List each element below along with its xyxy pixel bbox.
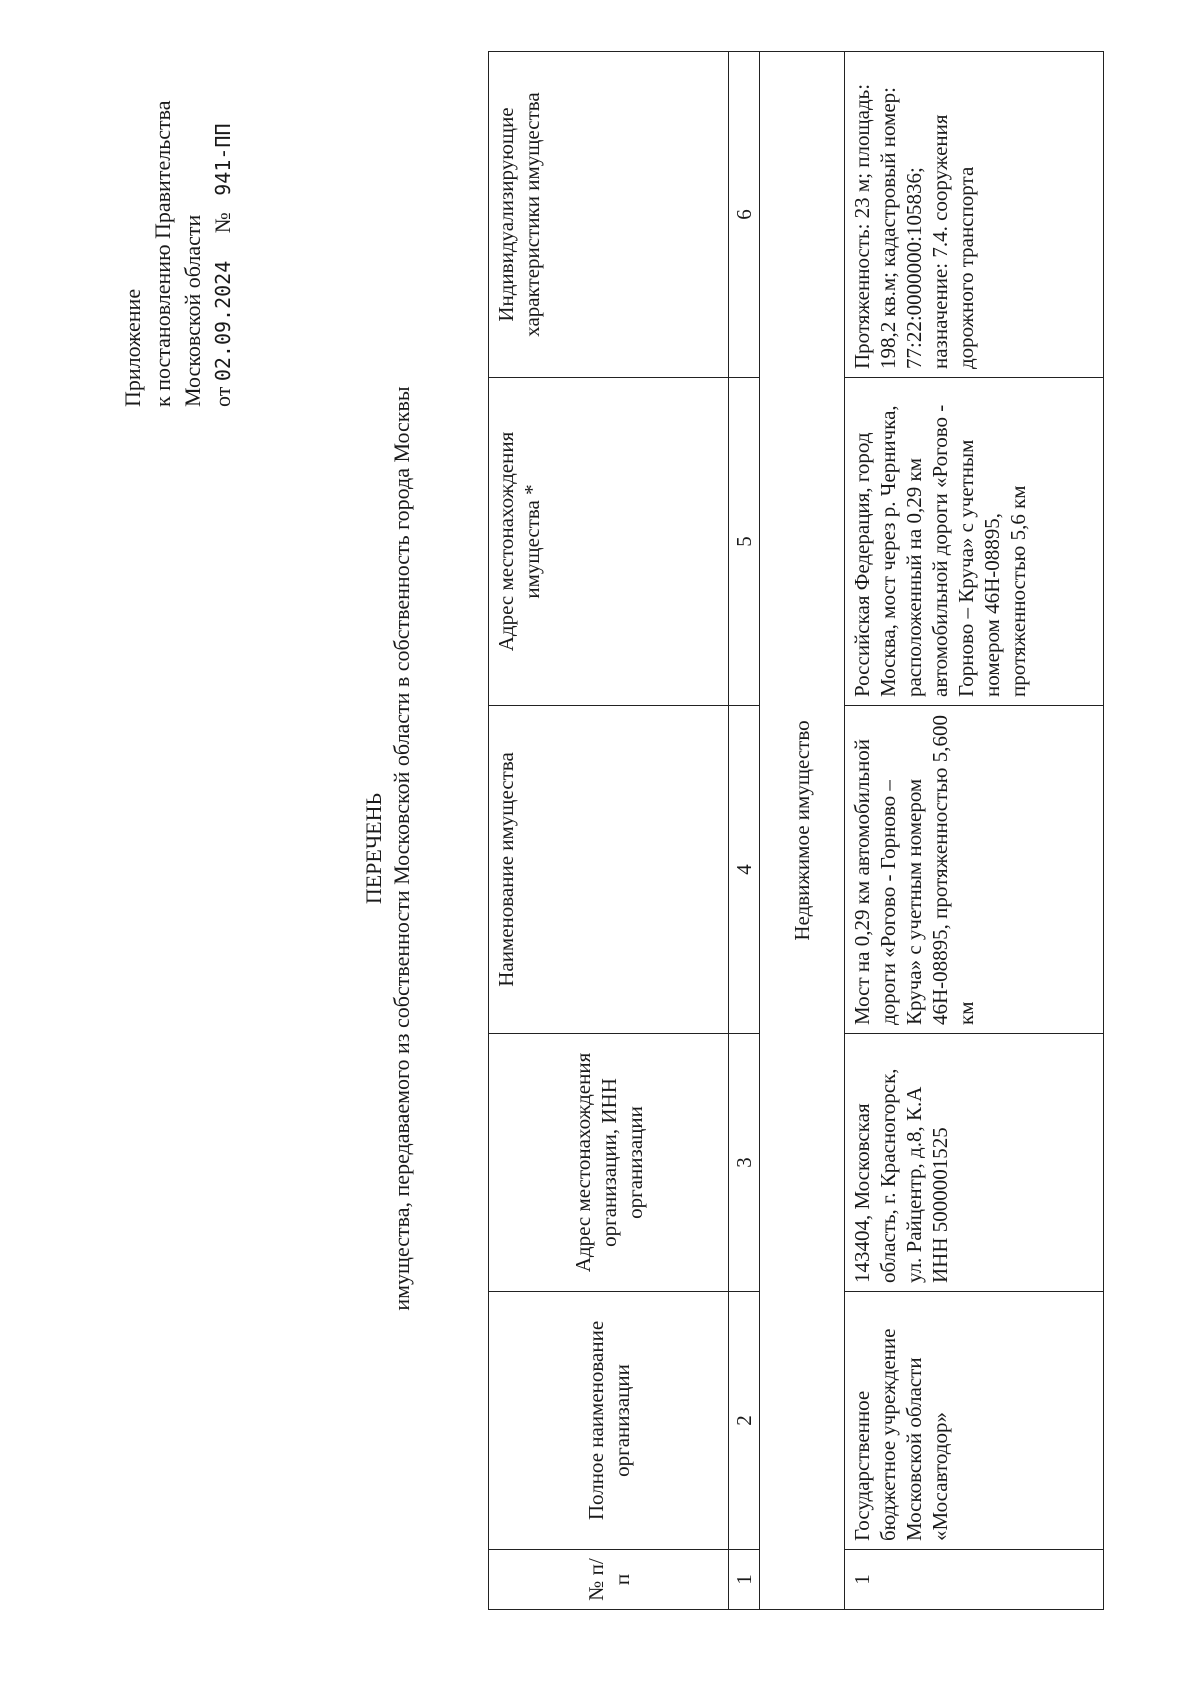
table-row	[845, 52, 1104, 1610]
title-heading: ПЕРЕЧЕНЬ	[361, 792, 386, 905]
row-org-name: Государственное бюджетное учреждение Московской области «Мосавтодор»	[845, 1292, 1104, 1550]
section-row	[760, 52, 845, 1610]
header-property-address: Адрес местонахождения имущества *	[489, 378, 729, 706]
document-number: 941-ПП	[211, 123, 235, 196]
column-number-row	[729, 52, 760, 1610]
appendix-line-1: Приложение	[120, 288, 145, 407]
row-org-address: 143404, Московская область, г. Красногорск, ул. Райцентр, д.8, К.А ИНН 5000001525	[845, 1034, 1104, 1292]
appendix-line-2: к постановлению Правительства	[150, 100, 175, 407]
column-number: 6	[729, 52, 760, 378]
column-number: 4	[729, 706, 760, 1034]
column-number: 5	[729, 378, 760, 706]
appendix-block	[118, 101, 238, 407]
header-org-address: Адрес местонахождения организации, ИНН организации	[489, 1034, 729, 1292]
column-number: 3	[729, 1034, 760, 1292]
row-characteristics: Протяженность: 23 м; площадь: 198,2 кв.м; кадастровый номер: 77:22:0000000:105836; назначение: 7.4. сооружения дорожного транспорта	[845, 52, 1104, 378]
header-property-name: Наименование имущества	[489, 706, 729, 1034]
document-date: 02.09.2024	[211, 260, 235, 382]
row-property-address: Российская Федерация, город Москва, мост через р. Черничка, расположенный на 0,29 км автомобильной дороги «Рогово - Горново – Круча» с учетным номером 46Н-08895, протяженностью 5,6 км	[845, 378, 1104, 706]
appendix-line-3: Московской области	[180, 214, 205, 407]
title-subheading: имущества, передаваемого из собственности Московской области в собственность города Москвы	[389, 386, 414, 1311]
column-number: 2	[729, 1292, 760, 1550]
header-characteristics: Индивидуализирующие характеристики имущества	[489, 52, 729, 378]
date-prefix: от	[210, 386, 235, 407]
column-number: 1	[729, 1550, 760, 1610]
number-prefix: №	[210, 212, 235, 234]
row-property-name: Мост на 0,29 км автомобильной дороги «Рогово - Горново – Круча» с учетным номером 46Н-08895, протяженностью 5,600 км	[845, 706, 1104, 1034]
document-title	[360, 0, 416, 1697]
header-num: № п/п	[489, 1550, 729, 1610]
section-title: Недвижимое имущество	[760, 52, 845, 1610]
table-header-row	[489, 52, 729, 1610]
header-org-name: Полное наименование организации	[489, 1292, 729, 1550]
row-num: 1	[845, 1550, 1104, 1610]
property-table	[488, 51, 1104, 1610]
appendix-date-line	[208, 101, 238, 407]
